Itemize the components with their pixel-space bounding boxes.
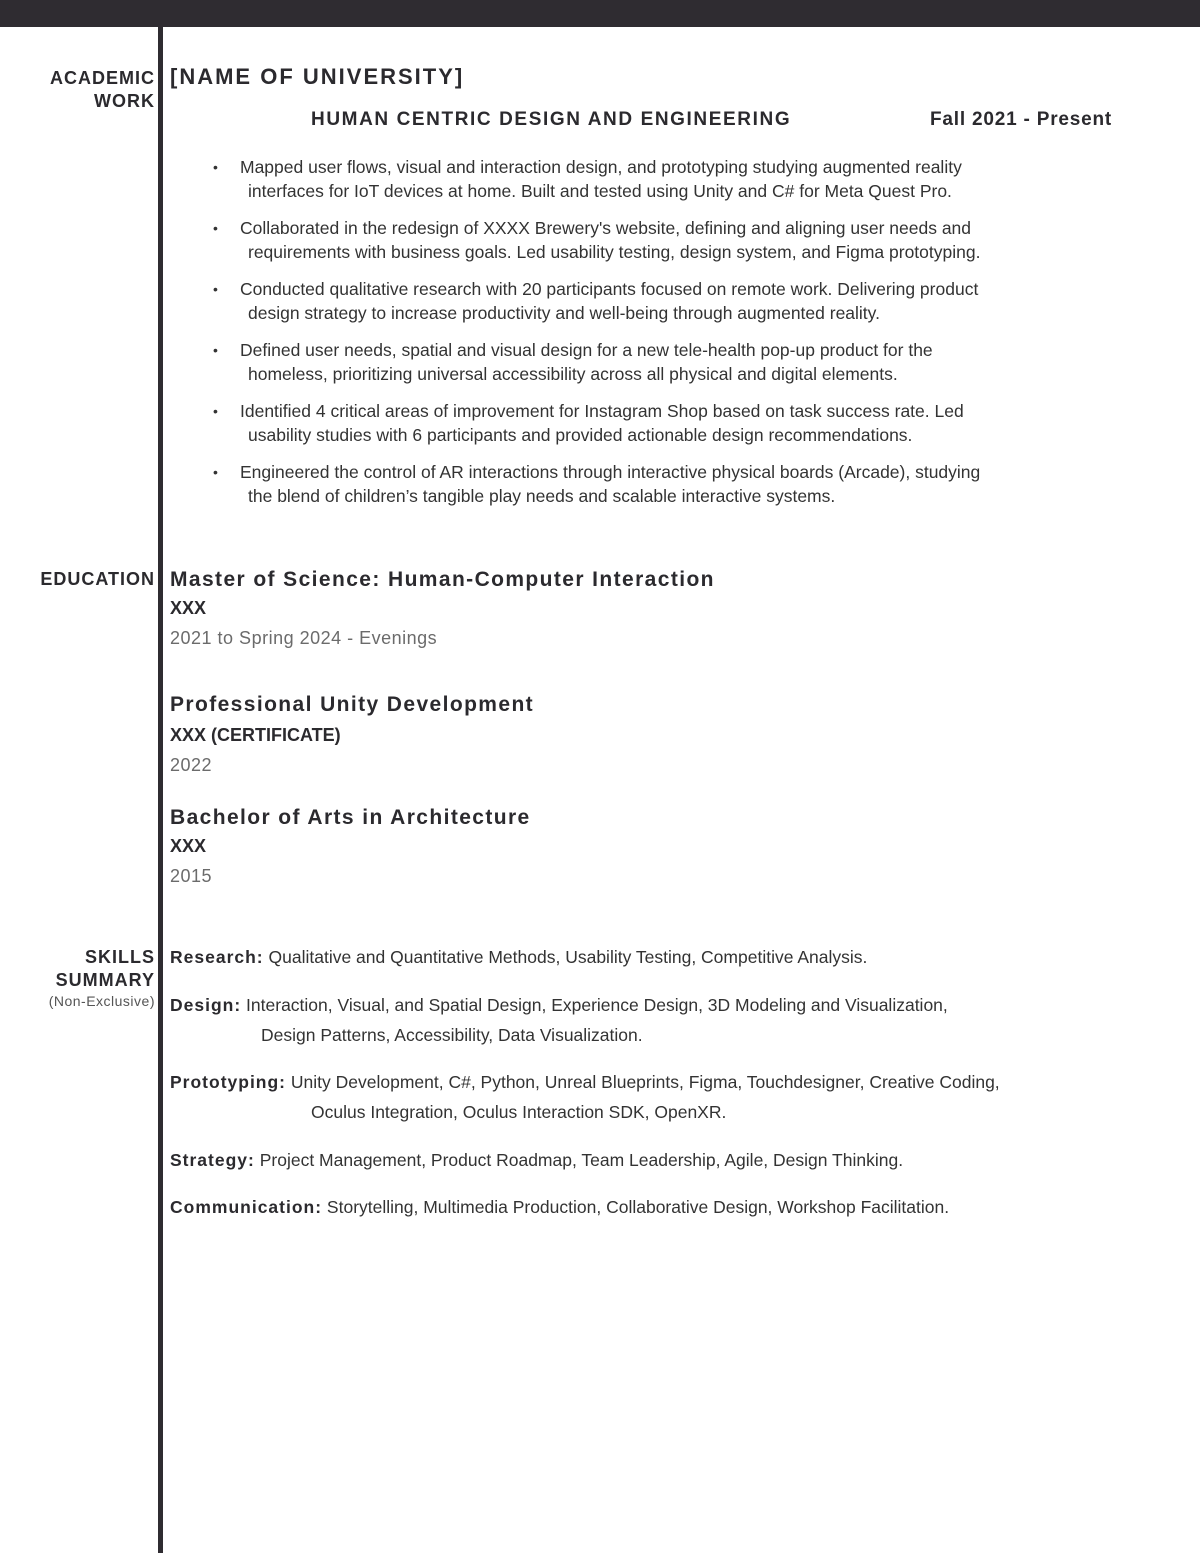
bullet-icon: • [213, 342, 218, 358]
skill-category: Design: [170, 995, 242, 1015]
bullet-text: interfaces for IoT devices at home. Built and tested using Unity and C# for Meta Quest Pro. [248, 180, 952, 201]
skill-values: Project Management, Product Roadmap, Team Leadership, Agile, Design Thinking. [254, 1150, 904, 1170]
vertical-divider-rule [158, 27, 163, 1553]
skill-row-design [170, 990, 948, 1050]
bullet-icon: • [213, 159, 218, 175]
bullet-icon: • [213, 281, 218, 297]
degree-title: Bachelor of Arts in Architecture [170, 806, 531, 829]
bullet-text: Defined user needs, spatial and visual design for a new tele-health pop-up product for the [240, 340, 933, 360]
bullet-text: requirements with business goals. Led usability testing, design system, and Figma prototyping. [248, 241, 981, 262]
degree-dates: 2015 [170, 866, 213, 886]
degree-institution: XXX (CERTIFICATE) [170, 725, 341, 745]
program-dates: Fall 2021 - Present [930, 109, 1113, 130]
section-label-education: EDUCATION [40, 569, 155, 589]
skill-category: Prototyping: [170, 1072, 287, 1092]
skill-category: Research: [170, 947, 264, 967]
skill-row-strategy [170, 1145, 903, 1175]
degree-institution: XXX [170, 836, 207, 856]
program-name: HUMAN CENTRIC DESIGN AND ENGINEERING [311, 109, 792, 130]
bullet-text: design strategy to increase productivity and well-being through augmented reality. [248, 302, 880, 323]
bullet-text: homeless, prioritizing universal accessibility across all physical and digital elements. [248, 363, 898, 384]
list-item [210, 156, 1140, 203]
degree-dates: 2022 [170, 755, 213, 775]
skill-values: Interaction, Visual, and Spatial Design, Experience Design, 3D Modeling and Visualization, [241, 995, 948, 1015]
bullet-text: Engineered the control of AR interactions through interactive physical boards (Arcade), studying [240, 462, 981, 482]
section-label-skills-summary [49, 946, 155, 1010]
bullet-text: usability studies with 6 participants and provided actionable design recommendations. [248, 424, 913, 445]
skill-row-communication [170, 1192, 949, 1222]
bullet-icon: • [213, 403, 218, 419]
bullet-text: the blend of children’s tangible play needs and scalable interactive systems. [248, 485, 836, 506]
section-label-line: SUMMARY [55, 970, 155, 990]
bullet-text: Identified 4 critical areas of improvement for Instagram Shop based on task success rate. Led [240, 401, 964, 421]
skill-values-continued: Oculus Integration, Oculus Interaction SDK, OpenXR. [311, 1102, 727, 1122]
bullet-icon: • [213, 464, 218, 480]
top-header-bar [0, 0, 1200, 27]
skill-row-prototyping [170, 1067, 1000, 1127]
bullet-text: Collaborated in the redesign of XXXX Brewery's website, defining and aligning user needs and [240, 218, 972, 238]
skill-row-research [170, 942, 867, 972]
skill-category: Communication: [170, 1197, 323, 1217]
section-label-line: WORK [94, 91, 155, 111]
degree-title: Professional Unity Development [170, 693, 535, 716]
section-label-line: SKILLS [84, 947, 155, 967]
bullet-text: Mapped user flows, visual and interaction design, and prototyping studying augmented reality [240, 157, 962, 177]
degree-institution: XXX [170, 598, 207, 618]
list-item [210, 339, 1140, 386]
section-label-academic-work [50, 67, 155, 113]
list-item [210, 400, 1140, 447]
skill-values: Unity Development, C#, Python, Unreal Blueprints, Figma, Touchdesigner, Creative Coding, [286, 1072, 1000, 1092]
skill-category: Strategy: [170, 1150, 255, 1170]
section-note: (Non-Exclusive) [48, 993, 155, 1009]
list-item [210, 278, 1140, 325]
bullet-text: Conducted qualitative research with 20 participants focused on remote work. Delivering product [240, 279, 979, 299]
list-item [210, 461, 1140, 508]
degree-dates: 2021 to Spring 2024 - Evenings [170, 628, 438, 648]
skill-values: Qualitative and Quantitative Methods, Usability Testing, Competitive Analysis. [263, 947, 868, 967]
degree-title: Master of Science: Human-Computer Interaction [170, 568, 715, 591]
section-label-line: ACADEMIC [50, 68, 155, 88]
skill-values-continued: Design Patterns, Accessibility, Data Visualization. [261, 1025, 643, 1045]
bullet-icon: • [213, 220, 218, 236]
skill-values: Storytelling, Multimedia Production, Collaborative Design, Workshop Facilitation. [322, 1197, 950, 1217]
list-item [210, 217, 1140, 264]
university-name: [NAME OF UNIVERSITY] [170, 64, 465, 89]
academic-bullet-list [210, 156, 1140, 522]
